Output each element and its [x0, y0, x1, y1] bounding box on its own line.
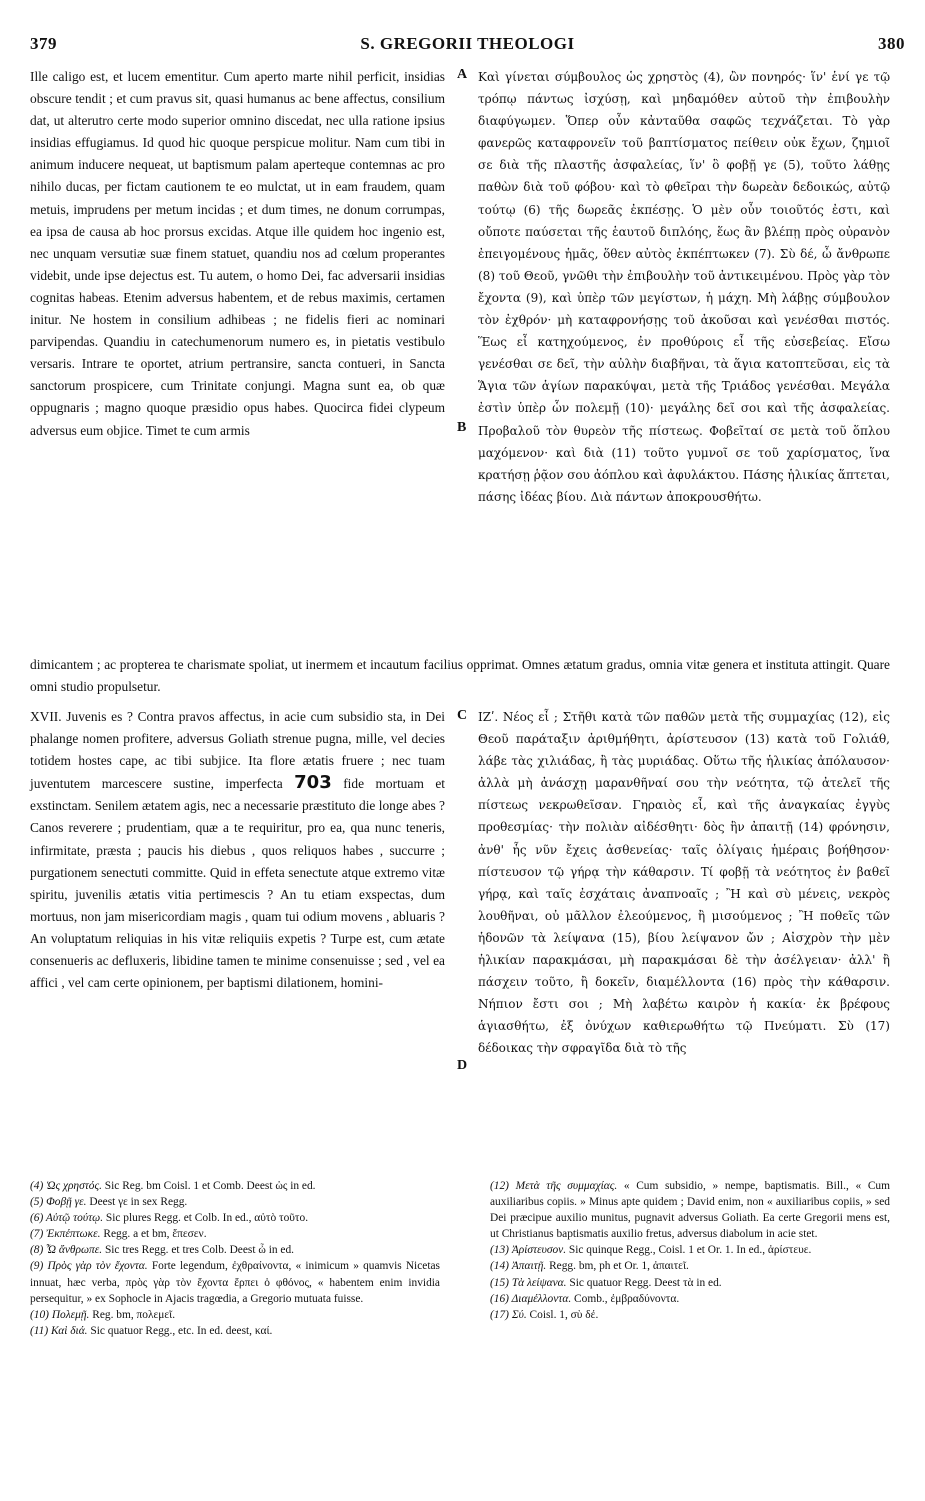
- margin-letter-b: B: [457, 420, 467, 435]
- footnote-label: (16) Διαμέλλοντα.: [490, 1292, 572, 1305]
- footnote: [30, 1323, 440, 1339]
- footnote-text: Sic plures Regg. et Colb. In ed., αὐτὸ τοῦτο.: [105, 1212, 309, 1225]
- footnote: [490, 1291, 890, 1307]
- footnote-text: Sic quatuor Regg., etc. In ed. deest, καί.: [90, 1324, 273, 1337]
- footnote: [30, 1194, 440, 1210]
- footnote-text: Sic quatuor Regg. Deest τὰ in ed.: [569, 1276, 722, 1289]
- footnote: [490, 1307, 890, 1323]
- greek-column-bottom: [478, 706, 890, 1060]
- footnote-text: Sic tres Regg. et tres Colb. Deest ὦ in ed.: [104, 1244, 295, 1257]
- footnote-label: (12) Μετὰ τῆς συμμαχίας.: [490, 1180, 618, 1192]
- footnote: [490, 1242, 890, 1258]
- footnote-label: (5) Φοβῇ γε.: [30, 1196, 87, 1209]
- latin-text-before-marker: XVII. Juvenis es ? Contra pravos affectus, in acie cum subsidio sta, in Dei phalange nomen profitere, adversus Goliath strenue pugna, mille, vel decies totidem hostes cape, ac tibi subjice. Ita flore ætatis fruere ; nec tuam juventutem marcescere sustine, imperfecta: [30, 709, 445, 792]
- footnotes-right: [490, 1178, 890, 1323]
- footnote: [30, 1226, 440, 1242]
- latin-paragraph-1: Ille caligo est, et lucem ementitur. Cum aperto marte nihil perficit, insidias obscure tendit ; et cum pravus sit, quasi humanus ac bene affectus, consilium dat, ut alterutro certe modo superior omnino discedat, nec ulla ratione ipsius insidias effugiamus. Id quod hic quoque perspicue molitur. Nam cum tibi in animum inducere nequeat, ut baptismum palam aperteque contemnas ac pro nihilo ducas, per fictam cautionem te eo mulctat, ut in eam fraudem, quam metuis, imprudens per metum incidas ; et dum times, ne donum corrumpas, ea ipsa de causa ab hoc prorsus excidas. Atque ille quidem hoc ingenio est, nec unquam versutiæ suæ finem statuet, quandiu nos ad cœlum properantes videbit, unde ipse dejectus est. Tu autem, o homo Dei, fac adversarii insidias cognitas habeas. Etenim adversus habentem, et de rebus maximis, certamen initur. Ne hostem in consilium adhibeas ; ne fidelis fieri ac nominari parvipendas. Quandiu in catechumenorum numero es, in pietatis vestibulo versaris. Intrare te oportet, atrium pertransire, sancta contueri, in Sancta sanctorum prospicere, cum Trinitate conjungi. Magna sunt ea, ob quæ oppugnaris ; magno quoque præsidio opus habes. Quocirca fidei clypeum adversus eum objice. Timet te cum armis: [30, 69, 445, 438]
- footnote-label: (13) Ἀρίστευσον.: [490, 1244, 567, 1257]
- latin-text-after-marker: fide mortuam et exstinctam. Senilem ætatem agis, nec a necessarie præstituto die longe abes ? Canos reverere ; prudentiam, quæ a te requiritur, pro ea, qua nunc teneris, infirmitate, præsta ; paucis his diebus , quos reliquos habes , succurre ; purgationem senectuti committe. Quid in effeta senectute atque extremo vitæ spiritu, juvenilis ætatis vitia pertimescis ? An tu etiam exspectas, dum mortuus, non jam misericordiam magis , quam tui odium movens , abluaris ? An voluptatum reliquias in his vitæ reliquiis expetis ? Turpe est, cum ætate consenueris ac defluxeris, libidine tamen te minime consenuisse ; sed , vel ea affici , vel cam certe opinionem, per baptismi dilationem, homini-: [30, 776, 445, 991]
- full-width-bridge-text: [30, 654, 890, 698]
- footnote-text: Reg. bm, πολεμεῖ.: [92, 1308, 176, 1321]
- footnote-text: Comb., ἐμβραδύνοντα.: [574, 1292, 680, 1305]
- footnote-label: (11) Καὶ διά.: [30, 1324, 88, 1337]
- footnote-text: Coisl. 1, σὺ δέ.: [529, 1308, 599, 1321]
- footnote-text: Sic quinque Regg., Coisl. 1 et Or. 1. In ed., ἀρίστευε.: [568, 1244, 812, 1257]
- footnote-text: « Cum subsidio, » nempe, baptismatis. Bill., « Cum auxiliaribus copiis. » Minus apte quidem ; David enim, non « auxiliaribus copiis, » sed Dei præcipue auxilio munitus, pugnavit adversus Goliath. Ea certe Gregorii mens est, ut Christianus baptismatis auxilio fretus, adversus diabolum in acie stet.: [490, 1180, 890, 1241]
- bridge-paragraph: dimicantem ; ac propterea te charismate spoliat, ut inermem et incautum facilius opprimat. Omnes ætatum gradus, omnia vitæ genera et instituta attingit. Quare omni studio propulsetur.: [30, 657, 890, 695]
- footnote-text: Sic Reg. bm Coisl. 1 et Comb. Deest ὡς in ed.: [104, 1180, 316, 1192]
- footnote-text: Forte legendum, ἐχθραίνοντα, « inimicum » quamvis Nicetas innuat, hæc verba, πρὸς γὰρ τὸν ἔχοντα ἕρπει ὁ φθόνος, « habentem enim invidia persequitur, » ex Sophocle in Ajacis tragœdia, a Gregorio mutuata fuisse.: [30, 1260, 440, 1305]
- footnote: [490, 1258, 890, 1274]
- page-header: [30, 30, 905, 58]
- latin-column-bottom: [30, 706, 445, 994]
- footnote: [30, 1178, 440, 1194]
- right-column-number: 380: [878, 34, 905, 53]
- margin-letter-c: C: [457, 708, 468, 723]
- footnote: [30, 1242, 440, 1258]
- footnote: [30, 1210, 440, 1226]
- footnote: [490, 1178, 890, 1242]
- footnote-label: (6) Αὐτῷ τούτῳ.: [30, 1212, 104, 1225]
- footnote: [490, 1275, 890, 1291]
- footnote-label: (9) Πρὸς γὰρ τὸν ἔχοντα.: [30, 1260, 148, 1273]
- latin-column-top: [30, 66, 445, 442]
- left-column-number: 379: [30, 34, 57, 53]
- greek-paragraph-2: ΙΖʹ. Νέος εἶ ; Στῆθι κατὰ τῶν παθῶν μετὰ τῆς συμμαχίας (12), εἰς Θεοῦ παράταξιν ἀριθμήθητι, ἀρίστευσον (13) κατὰ τοῦ Γολιάθ, λάβε τὰς χιλιάδας, ἢ τὰς μυριάδας. Οὕτω τῆς ἡλικίας ἀπόλαυσον· ἀλλὰ μὴ ἀνάσχῃ μαρανθῆναί σου τὴν νεότητα, τῷ ἀτελεῖ τῆς πίστεως νεκρωθεῖσαν. Γηραιὸς εἶ, καὶ τῆς ἀναγκαίας ἐγγὺς προθεσμίας· τὴν πολιὰν αἰδέσθητι· δὸς ἣν ἀπαιτῇ (14) φρόνησιν, ἀνθ' ἧς νῦν ἔχεις ἀσθενείας· ταῖς ὀλίγαις ἡμέραις βοήθησον· πίστευσον τῷ γήρᾳ τὴν κάθαρσιν. Τί φοβῇ τὰ νεότητος ἐν βαθεῖ γήρᾳ, καὶ ταῖς ἐσχάταις ἀναπνοαῖς ; Ἢ καὶ σὺ μένεις, νεκρὸς λουθῆναι, οὐ μᾶλλον ἐλεούμενος, ἢ μισούμενος ; Ἢ ποθεῖς τῶν ἡδονῶν τὰ λείψανα (15), βίου λείψανον ὤν ; Αἰσχρὸν τὴν μὲν ἡλικίαν παρακμάσαι, μὴ παρακμάσαι δὲ τὴν ἀσέλγειαν· ἀλλ' ἢ πάσχειν τοῦτο, ἢ δοκεῖν, διαμέλλοντα (16) πρὸς τὴν κάθαρσιν. Νήπιον ἔστι σοι ; Μὴ λαβέτω καιρὸν ἡ κακία· ἐκ βρέφους ἁγιασθήτω, ἐξ ὀνύχων καθιερωθήτω τῷ Πνεύματι. Σὺ (17) δέδοικας τὴν σφραγῖδα διὰ τὸ τῆς: [478, 710, 890, 1056]
- migne-column-marker: 703: [294, 772, 332, 794]
- footnote-label: (7) Ἐκπέπτωκε.: [30, 1228, 101, 1241]
- footnote-label: (17) Σύ.: [490, 1308, 527, 1321]
- footnote-label: (8) Ὦ ἄνθρωπε.: [30, 1244, 103, 1257]
- latin-paragraph-2: [30, 706, 445, 994]
- footnote: [30, 1307, 440, 1323]
- running-title: S. GREGORII THEOLOGI: [360, 34, 575, 53]
- margin-letter-a: A: [457, 67, 468, 82]
- footnote-text: Regg. bm, ph et Or. 1, ἀπαιτεῖ.: [549, 1260, 689, 1273]
- footnote-text: Regg. a et bm, ἔπεσεν.: [103, 1228, 207, 1241]
- footnote-label: (14) Ἀπαιτῇ.: [490, 1260, 547, 1273]
- footnotes-left: [30, 1178, 440, 1339]
- footnote-text: Deest γε in sex Regg.: [89, 1196, 188, 1209]
- footnote-label: (10) Πολεμῇ.: [30, 1308, 90, 1321]
- margin-letter-d: D: [457, 1058, 468, 1073]
- greek-paragraph-1: Καὶ γίνεται σύμβουλος ὡς χρηστὸς (4), ὢν πονηρός· ἵν' ἑνί γε τῷ τρόπῳ πάντως ἰσχύσῃ, καὶ μηδαμόθεν αὐτοῦ τὴν ἐπιβουλὴν διαφύγωμεν. Ὅπερ οὖν κἀνταῦθα σαφῶς τεχνάζεται. Τὸ γὰρ φανερῶς καταφρονεῖν τοῦ βαπτίσματος πείθειν οὐκ ἔχων, ζημιοῖ σε διὰ τῆς πλαστῆς ἀσφαλείας, ἵν' ὃ φοβῇ γε (5), τοῦτο λάθῃς παθὼν διὰ τοῦ φόβου· καὶ τὸ φθεῖραι τὴν δωρεὰν δεδοικώς, αὐτῷ τούτῳ (6) τῆς δωρεᾶς ἐκπέσῃς. Ὁ μὲν οὖν τοιοῦτός ἐστι, καὶ οὔποτε παύσεται τῆς ἑαυτοῦ διπλόης, ἕως ἂν βλέπῃ πρὸς οὐρανὸν ἐπειγομένους ἡμᾶς, ὅθεν αὐτὸς ἐκπέπτωκεν (7). Σὺ δέ, ὦ ἄνθρωπε (8) τοῦ Θεοῦ, γνῶθι τὴν ἐπιβουλὴν τοῦ ἀντικειμένου. Πρὸς γὰρ τὸν ἔχοντα (9), καὶ ὑπὲρ τῶν μεγίστων, ἡ μάχη. Μὴ λάβῃς σύμβουλον τὸν ἐχθρόν· μὴ καταφρονήσῃς τοῦ ἀκοῦσαι καὶ γενέσθαι πιστός. Ἕως εἶ κατηχούμενος, ἐν προθύροις εἶ τῆς εὐσεβείας. Εἴσω γενέσθαι σε δεῖ, τὴν αὐλὴν διαβῆναι, τὰ ἅγια κατοπτεῦσαι, εἰς τὰ Ἅγια τῶν ἁγίων παρακύψαι, μετὰ τῆς Τριάδος γενέσθαι. Μεγάλα ἐστὶν ὑπὲρ ὧν πολεμῇ (10)· μεγάλης δεῖ σοι καὶ τῆς ἀσφαλείας. Προβαλοῦ τὸν θυρεὸν τῆς πίστεως. Φοβεῖταί σε μετὰ τοῦ ὅπλου μαχόμενον· καὶ διὰ (11) τοῦτο γυμνοῖ σε τοῦ χαρίσματος, ἵνα κρατήσῃ ῥᾷον σου ἀόπλου καὶ ἀφυλάκτου. Πάσης ἡλικίας ἅπτεται, πάσης ἰδέας βίου. Διὰ πάντων ἀποκρουσθήτω.: [478, 70, 890, 504]
- footnote-label: (4) Ὡς χρηστός.: [30, 1180, 102, 1192]
- footnote: [30, 1258, 440, 1306]
- footnote-label: (15) Τὰ λείψανα.: [490, 1276, 567, 1289]
- greek-column-top: [478, 66, 890, 508]
